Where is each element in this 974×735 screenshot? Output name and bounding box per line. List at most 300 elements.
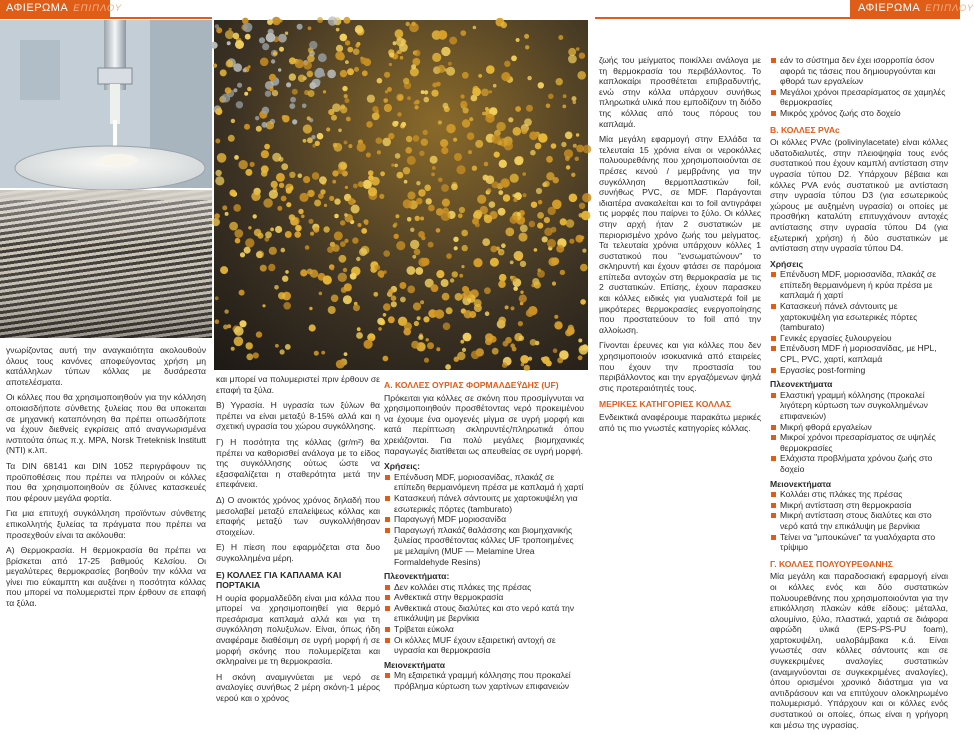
glue-granule bbox=[324, 204, 327, 207]
paragraph: Α) Θερμοκρασία. Η θερμοκρασία θα πρέπει να βρίσκεται από 17-25 βαθμούς Κελσίου. Οι μεγαλύτερες θερμοκρασίες βοηθούν την κόλλα να γίνει πιο εύκαμπτη και αυξάνει η ποσότητα κόλλας που μπορεί να πολυμεριστεί πριν έρθουν σε επαφή τα ξύλα. bbox=[6, 545, 206, 609]
glue-granule bbox=[460, 101, 467, 108]
glue-granule bbox=[303, 176, 310, 183]
glue-granule bbox=[397, 112, 401, 116]
glue-granule bbox=[368, 187, 377, 196]
glue-granule bbox=[478, 74, 482, 78]
glue-granule bbox=[309, 41, 317, 49]
list-item: Οι κόλλες MUF έχουν εξαιρετική αντοχή σε υγρασία και θερμοκρασία bbox=[384, 635, 584, 656]
glue-granule bbox=[336, 28, 340, 32]
glue-granule bbox=[575, 157, 579, 161]
glue-granule bbox=[463, 333, 472, 342]
glue-granule bbox=[292, 89, 298, 95]
paragraph: Μία μεγάλη εφαρμογή στην Ελλάδα τα τελευταία 15 χρόνια είναι οι νεροκόλλες πολυουρεθάνης που χρησιμοποιούνται σε πρέσες κενού / μεμβράνης για την συγκόλληση θερμοπλαστικών foil, συνήθως PVC, σε MDF. Παράγονται ιδιαιτέρα ανακαλείται και το foil αντιγράφει τις μορφές που παίρνει το ξύλο. Οι κόλλες στην αρχή ήταν 2 συστατικών με περιορισμένο χρόνο ζωής του μείγματος. Τα τελευταία χρόνια υπάρχουν κόλλες 1 συστατικού που "ενσωματώνουν" το σκληρυντή και έχουν φτάσει σε παρόμοια επίπεδα αντοχών στη θερμοκρασία με τις 2 συστατικών. Επίσης, έχουν παρασκευ και κόλλες ειδικές για γυαλιστερά foil με μικρότερες θερμοκρασίες ενεργοποίησης που προστατεύουν το foil από την αλλοίωση. bbox=[599, 134, 761, 335]
glue-granule bbox=[441, 279, 449, 287]
glue-granule bbox=[566, 165, 570, 169]
glue-granule bbox=[557, 357, 563, 363]
glue-granule bbox=[289, 57, 296, 64]
glue-granule bbox=[392, 121, 398, 127]
glue-granule bbox=[501, 243, 506, 248]
glue-granule bbox=[511, 306, 515, 310]
glue-granule bbox=[482, 112, 486, 116]
glue-granule bbox=[554, 315, 558, 319]
glue-granule bbox=[454, 153, 462, 161]
section-heading: Β. ΚΟΛΛΕΣ PVAc bbox=[770, 124, 840, 135]
glue-granule bbox=[412, 255, 416, 259]
glue-granule bbox=[229, 190, 236, 197]
glue-granule bbox=[225, 212, 229, 216]
list-item: Μικρή αντίσταση στη θερμοκρασία bbox=[770, 500, 948, 511]
glue-granule bbox=[544, 228, 552, 236]
glue-granule bbox=[403, 199, 412, 208]
glue-granule bbox=[274, 285, 279, 290]
glue-granule bbox=[317, 133, 324, 140]
glue-granule bbox=[266, 33, 276, 43]
glue-granule bbox=[484, 162, 489, 167]
glue-granule bbox=[215, 108, 222, 115]
glue-granule bbox=[356, 332, 363, 339]
glue-granule bbox=[452, 271, 458, 277]
glue-granule bbox=[355, 28, 359, 32]
glue-granule bbox=[524, 365, 530, 371]
glue-granule bbox=[366, 121, 373, 128]
glue-granule bbox=[430, 156, 438, 164]
glue-granule bbox=[226, 60, 234, 68]
glue-granule bbox=[215, 139, 220, 144]
section-sublabel: ΕΠΙΠΛΟΥ bbox=[73, 3, 123, 14]
glue-granule bbox=[269, 247, 277, 255]
glue-granule bbox=[537, 268, 541, 272]
glue-granule bbox=[295, 59, 304, 68]
glue-granule bbox=[225, 30, 234, 39]
glue-granule bbox=[231, 119, 235, 123]
glue-granule bbox=[334, 231, 343, 240]
glue-granule bbox=[441, 184, 449, 192]
paragraph: και μπορεί να πολυμεριστεί πριν έρθουν σε επαφή τα ξύλα. bbox=[216, 374, 380, 395]
glue-granule bbox=[565, 132, 573, 140]
glue-granule bbox=[528, 357, 532, 361]
text-column-5 bbox=[770, 55, 948, 735]
glue-granule bbox=[403, 167, 410, 174]
glue-granule bbox=[548, 94, 554, 100]
glue-granule bbox=[560, 270, 565, 275]
paragraph: Οι κόλλες PVAc (polivinylacetate) είναι κόλλες υδατοδιαλυτές, στην πλειοψηφία τους ενός συστατικού που έχουν καμπλή αντίσταση στην υγρασία τύπου D2. Υπάρχουν βέβαια και κόλλες PVA ενός συστατικού με αντίσταση στην υγρασία τύπου D3 (για εσωτερικούς χώρους με αυξημένη υγρασία) οι οποίες με προσθήκη καταλύτη επιτυγχάνουν αντοχές αντίστασης στην υγρασία τύπου D4 (για εξωτερική χρήση) ή δύο συστατικών με αντίσταση στην υγρασία τύπου D4. bbox=[770, 137, 948, 254]
glue-granule bbox=[474, 210, 482, 218]
glue-granule bbox=[269, 190, 278, 199]
glue-granule bbox=[483, 175, 489, 181]
glue-granule bbox=[421, 258, 429, 266]
header-rule-right bbox=[595, 17, 960, 19]
glue-granule bbox=[278, 292, 285, 299]
glue-granule bbox=[262, 122, 268, 128]
glue-granule bbox=[415, 267, 423, 275]
glue-granule bbox=[562, 105, 566, 109]
glue-granule bbox=[235, 40, 244, 49]
glue-granule bbox=[424, 185, 431, 192]
glue-granule bbox=[468, 150, 472, 154]
glue-granule bbox=[213, 64, 217, 68]
glue-granule bbox=[391, 164, 394, 167]
glue-granule bbox=[490, 246, 497, 253]
glue-granule bbox=[329, 196, 334, 201]
glue-granule bbox=[411, 64, 416, 69]
glue-granule bbox=[449, 37, 457, 45]
glue-granule bbox=[421, 139, 428, 146]
glue-granule bbox=[239, 290, 245, 296]
glue-granule bbox=[454, 246, 458, 250]
glue-granule bbox=[556, 245, 564, 253]
glue-granule bbox=[396, 37, 405, 46]
glue-granule bbox=[347, 47, 353, 53]
text-column-2 bbox=[216, 374, 380, 709]
glue-dispenser-illustration bbox=[0, 20, 212, 188]
paragraph: Δ) Ο ανοικτός χρόνος χρόνος δηλαδή που μεσολαβεί μεταξύ επαλείψεως κόλλας και επαφής μεταξύ των συγκολλήθησαν στοιχείων. bbox=[216, 494, 380, 537]
glue-granule bbox=[423, 130, 428, 135]
glue-granule bbox=[502, 363, 507, 368]
glue-granule bbox=[286, 82, 291, 87]
glue-granule bbox=[396, 241, 405, 250]
glue-granule bbox=[347, 68, 354, 75]
glue-granule bbox=[431, 173, 435, 177]
glue-granule bbox=[368, 170, 374, 176]
glue-granule bbox=[344, 141, 348, 145]
glue-granule bbox=[345, 60, 349, 64]
glue-granule bbox=[519, 336, 524, 341]
glue-granule bbox=[244, 124, 250, 130]
glue-granule bbox=[420, 300, 424, 304]
glue-granule bbox=[359, 248, 367, 256]
list-item: Κατασκευή πάνελ σάντουιτς με χαρτοκυψέλη για εσωτερικές πόρτες (tamburato) bbox=[770, 301, 948, 333]
glue-granule bbox=[321, 351, 325, 355]
glue-granule bbox=[382, 138, 391, 147]
glue-granule bbox=[263, 198, 272, 207]
list-item: Μεγάλοι χρόνοι πρεσαρίσματος σε χαμηλές θερμοκρασίες bbox=[770, 87, 948, 108]
glue-granule bbox=[411, 341, 419, 349]
glue-granule bbox=[366, 153, 371, 158]
glue-granule bbox=[498, 190, 503, 195]
glue-granule bbox=[475, 223, 480, 228]
glue-granule bbox=[453, 237, 458, 242]
glue-granule bbox=[352, 237, 358, 243]
glue-granule bbox=[295, 225, 302, 232]
glue-granule bbox=[254, 229, 262, 237]
glue-granule bbox=[289, 214, 295, 220]
glue-granule bbox=[317, 17, 323, 23]
glue-granule bbox=[496, 122, 505, 131]
list-item: εάν το σύστημα δεν έχει ισορροπία όσον αφορά τις τάσεις που δημιουργούνται και φθορά των εργαλείων bbox=[770, 55, 948, 87]
glue-granule bbox=[301, 215, 305, 219]
glue-granule bbox=[358, 223, 362, 227]
glue-granule bbox=[407, 286, 415, 294]
glue-granule bbox=[485, 114, 494, 123]
glue-granule bbox=[551, 143, 557, 149]
glue-granule bbox=[229, 28, 232, 31]
glue-granule bbox=[403, 78, 409, 84]
glue-granule bbox=[363, 180, 372, 189]
glue-granule bbox=[332, 180, 336, 184]
glue-granule bbox=[383, 356, 389, 362]
glue-granule bbox=[285, 344, 291, 350]
glue-granule bbox=[228, 135, 235, 142]
glue-granule bbox=[535, 143, 542, 150]
glue-granule bbox=[518, 321, 523, 326]
glue-granule bbox=[245, 169, 252, 176]
glue-granule bbox=[534, 281, 541, 288]
glue-granule bbox=[248, 65, 251, 68]
glue-granule bbox=[415, 216, 420, 221]
glue-granule bbox=[510, 216, 518, 224]
glue-granule bbox=[273, 51, 277, 55]
glue-granule bbox=[391, 301, 397, 307]
glue-granule bbox=[328, 16, 337, 25]
glue-granule bbox=[300, 269, 307, 276]
glue-granule bbox=[461, 94, 465, 98]
glue-granule bbox=[406, 22, 410, 26]
glue-granule bbox=[253, 214, 257, 218]
glue-granule bbox=[286, 202, 291, 207]
glue-granule bbox=[456, 165, 465, 174]
glue-granule bbox=[397, 172, 404, 179]
glue-granule bbox=[453, 138, 457, 142]
glue-granule bbox=[212, 218, 220, 226]
glue-granule bbox=[225, 87, 232, 94]
glue-granule bbox=[515, 106, 521, 112]
list-item: Κατασκευή πάνελ σάντουιτς με χαρτοκυψέλη για εσωτερικές πόρτες (tamburato) bbox=[384, 493, 584, 514]
section-label: ΑΦΙΕΡΩΜΑ bbox=[6, 2, 69, 14]
list-item: Μικροί χρόνοι πρεσαρίσματος σε υψηλές θερμοκρασίες bbox=[770, 432, 948, 453]
glue-granule bbox=[499, 160, 507, 168]
glue-granule bbox=[568, 55, 577, 64]
glue-granule bbox=[404, 322, 412, 330]
glue-granule bbox=[344, 213, 348, 217]
glue-granule bbox=[446, 124, 455, 133]
glue-granule bbox=[314, 79, 320, 85]
glue-granule bbox=[294, 231, 301, 238]
glue-granule bbox=[220, 69, 227, 76]
glue-granule bbox=[265, 91, 271, 97]
glue-granule bbox=[308, 26, 312, 30]
glue-granule bbox=[503, 341, 509, 347]
glue-granule bbox=[270, 228, 274, 232]
glue-granule bbox=[505, 305, 509, 309]
glue-granule bbox=[500, 178, 510, 188]
glue-granule bbox=[421, 90, 425, 94]
glue-granule bbox=[256, 126, 262, 132]
glue-granule bbox=[542, 236, 548, 242]
glue-granule bbox=[394, 222, 398, 226]
glue-granule bbox=[356, 257, 360, 261]
glue-granule bbox=[395, 29, 404, 38]
glue-granule bbox=[246, 342, 253, 349]
glue-granule bbox=[379, 194, 384, 199]
glue-granule bbox=[462, 119, 470, 127]
glue-granule bbox=[343, 268, 347, 272]
glue-granule bbox=[420, 191, 425, 196]
glue-granule bbox=[534, 248, 538, 252]
section-sublabel: ΕΠΙΠΛΟΥ bbox=[925, 3, 974, 14]
glue-granule bbox=[245, 238, 254, 247]
glue-granule bbox=[526, 105, 533, 112]
glue-granule bbox=[424, 358, 429, 363]
header-rule-left bbox=[0, 17, 212, 19]
glue-granule bbox=[524, 34, 529, 39]
glue-granule bbox=[285, 270, 289, 274]
glue-granule bbox=[339, 255, 347, 263]
glue-granule bbox=[365, 222, 368, 225]
glue-granule bbox=[461, 230, 468, 237]
glue-granule bbox=[394, 164, 398, 168]
glue-granule bbox=[500, 251, 504, 255]
glue-granule bbox=[537, 223, 543, 229]
glue-granule bbox=[272, 153, 281, 162]
glue-granule bbox=[395, 153, 401, 159]
glue-granule bbox=[438, 30, 448, 40]
list-item: Κολλάει στις πλάκες της πρέσας bbox=[770, 489, 948, 500]
glue-granule bbox=[407, 191, 415, 199]
glue-granule bbox=[436, 228, 441, 233]
glue-granule bbox=[323, 226, 329, 232]
paragraph: Β) Υγρασία. Η υγρασία των ξύλων θα πρέπει να είναι μεταξύ 8-15% αλλά και η σχετική υγρασία του χώρου συγκόλλησης. bbox=[216, 400, 380, 432]
glue-granule bbox=[345, 186, 348, 189]
glue-granule bbox=[276, 173, 285, 182]
section-heading: Γ. ΚΟΛΛΕΣ ΠΟΛΥΟΥΡΕΘΑΝΗΣ bbox=[770, 558, 893, 569]
glue-granule bbox=[487, 188, 492, 193]
bullet-list bbox=[770, 55, 948, 119]
glue-granule bbox=[428, 242, 434, 248]
paragraph: Η σκόνη αναμιγνύεται με νερό σε αναλογίες συνήθως 2 μέρη σκόνη-1 μέρος νερού και ο χρόνος bbox=[216, 671, 380, 704]
glue-granule bbox=[547, 239, 556, 248]
glue-granule bbox=[467, 132, 475, 140]
glue-granule bbox=[239, 320, 246, 327]
glue-granule bbox=[395, 214, 399, 218]
list-label: Χρήσεις: bbox=[384, 461, 420, 472]
list-item: Ελαστική γραμμή κόλλησης (προκαλεί λιγότερη κύρτωση των συγκολλημένων επιφανειών) bbox=[770, 390, 948, 422]
glue-granule bbox=[246, 353, 253, 360]
glue-granule bbox=[340, 220, 345, 225]
glue-granule bbox=[368, 175, 374, 181]
glue-granule bbox=[517, 212, 521, 216]
list-item: Μικρή φθορά εργαλείων bbox=[770, 422, 948, 433]
glue-granule bbox=[520, 225, 528, 233]
glue-granule bbox=[396, 94, 403, 101]
glue-granule bbox=[250, 162, 255, 167]
glue-granule bbox=[297, 24, 303, 30]
glue-granule bbox=[527, 76, 531, 80]
glue-granule bbox=[451, 184, 458, 191]
glue-granule bbox=[289, 186, 293, 190]
glue-granule bbox=[460, 30, 466, 36]
glue-granule bbox=[233, 33, 240, 40]
glue-granule bbox=[566, 219, 575, 228]
glue-granule bbox=[310, 232, 314, 236]
glue-granule bbox=[457, 352, 465, 360]
glue-granule bbox=[443, 103, 449, 109]
paragraph: Γ) Η ποσότητα της κόλλας (gr/m²) θα πρέπει να καθορισθεί ανάλογα με το είδος της συγκόλλησης ούτως ώστε να εξασφαλίζεται η σταθερότητα μετά την επεφάνεια. bbox=[216, 436, 380, 490]
glue-granule bbox=[498, 317, 506, 325]
glue-granule bbox=[407, 266, 416, 275]
glue-granule bbox=[485, 107, 489, 111]
glue-granule bbox=[357, 327, 361, 331]
glue-granule bbox=[565, 156, 570, 161]
glue-granule bbox=[214, 213, 220, 219]
glue-granule bbox=[393, 41, 397, 45]
glue-granule bbox=[323, 275, 332, 284]
glue-granule bbox=[498, 280, 506, 288]
glue-granule bbox=[458, 213, 463, 218]
glue-granule bbox=[353, 48, 360, 55]
glue-granule bbox=[367, 95, 375, 103]
glue-granule bbox=[413, 302, 421, 310]
glue-granule bbox=[340, 70, 347, 77]
glue-granule bbox=[318, 53, 327, 62]
glue-granule bbox=[511, 276, 517, 282]
glue-granule bbox=[579, 203, 585, 209]
glue-granule bbox=[490, 258, 499, 267]
glue-granule bbox=[315, 141, 320, 146]
glue-granule bbox=[260, 265, 267, 272]
glue-granule bbox=[255, 116, 259, 120]
glue-granule bbox=[579, 345, 589, 355]
glue-granule bbox=[515, 253, 523, 261]
glue-granule bbox=[283, 302, 291, 310]
glue-granule bbox=[319, 292, 323, 296]
list-item: Εργασίες post-forming bbox=[770, 365, 948, 376]
glue-granule bbox=[530, 150, 536, 156]
glue-granule bbox=[308, 219, 313, 224]
glue-granule bbox=[235, 238, 241, 244]
glue-granule bbox=[243, 68, 247, 72]
glue-granule bbox=[512, 347, 517, 352]
glue-granule bbox=[308, 90, 315, 97]
glue-granule bbox=[261, 165, 269, 173]
list-item: Μη εξαιρετικά γραμμή κόλλησης που προκαλεί πρόβλημα κύρτωση των χαρτίνων επιφανειών bbox=[384, 670, 584, 691]
list-item: Τρίβεται εύκολα bbox=[384, 624, 584, 635]
glue-granule bbox=[340, 34, 348, 42]
glue-granule bbox=[332, 244, 340, 252]
glue-granule bbox=[215, 319, 220, 324]
glue-granule bbox=[538, 82, 544, 88]
glue-granule bbox=[548, 207, 556, 215]
glue-granule bbox=[522, 172, 526, 176]
list-item: Επένδυση MDF, μοριοσανίδα, πλακάζ σε επίπεδη θερμαινόμενη ή κρύα πρέσα με καπλαμά ή χαρτί bbox=[770, 269, 948, 301]
glue-granule bbox=[581, 236, 585, 240]
glue-granule bbox=[377, 78, 383, 84]
glue-granule bbox=[298, 209, 303, 214]
glue-granule bbox=[580, 264, 588, 272]
glue-granule bbox=[446, 253, 452, 259]
paragraph: Οι κόλλες που θα χρησιμοποιηθούν για την κόλληση οποιασδήποτε σύνθετης ξυλείας που θα υποκειται σε μηχανική καταπόνηση θα πρέπει οπωσδήποτε να έχουν διεθνείς εγκρίσεις από αναγνωρισμένα ινστιτούτα όπως π.χ. MPA, Norsk Treteknisk Institutt (NTI) κ.λπ. bbox=[6, 392, 206, 456]
glue-granule bbox=[569, 194, 578, 203]
glue-granule bbox=[405, 147, 412, 154]
glue-granule bbox=[215, 176, 224, 185]
glue-granule bbox=[417, 316, 421, 320]
glue-granule bbox=[576, 133, 579, 136]
glue-granule bbox=[247, 87, 251, 91]
glue-granule bbox=[544, 181, 550, 187]
glue-granule bbox=[340, 106, 347, 113]
glue-granule bbox=[315, 68, 324, 77]
glue-granule bbox=[489, 90, 492, 93]
glue-granule bbox=[511, 55, 517, 61]
glue-granule bbox=[473, 26, 477, 30]
glue-granule bbox=[234, 326, 244, 336]
list-item: Μικρή αντίσταση στους διαλύτες και στο νερό κατά την επικάλυψη με βερνίκια bbox=[770, 510, 948, 531]
list-item: Παραγωγή MDF μοριοσανίδα bbox=[384, 514, 584, 525]
section-heading: Α. ΚΟΛΛΕΣ ΟΥΡΙΑΣ ΦΟΡΜΑΛΔΕΫΔΗΣ (UF) bbox=[384, 380, 559, 390]
glue-granule bbox=[303, 124, 312, 133]
glue-granule bbox=[290, 97, 296, 103]
glue-granule bbox=[268, 264, 275, 271]
glue-granule bbox=[499, 274, 507, 282]
